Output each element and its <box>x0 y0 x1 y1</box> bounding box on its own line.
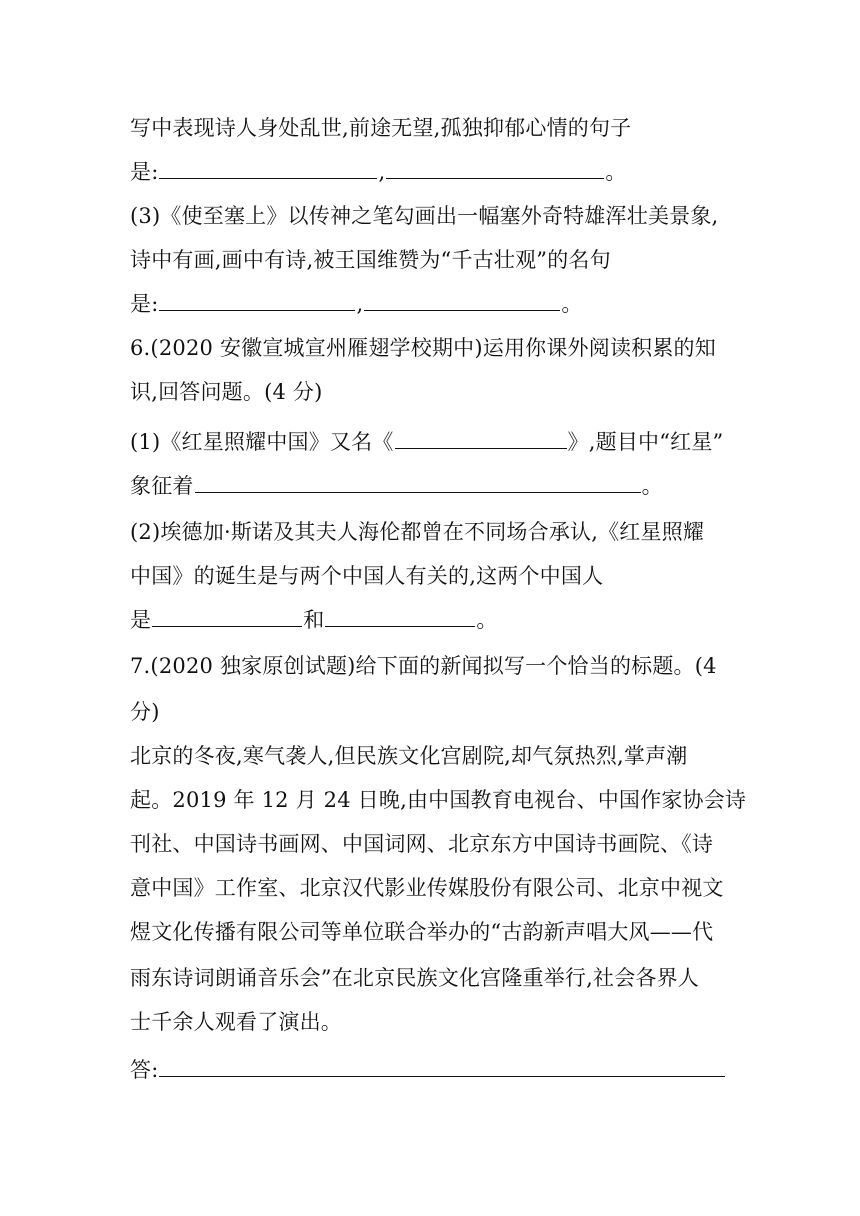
answer-blank[interactable] <box>159 1052 725 1077</box>
q7-passage-line: 煜文化传播有限公司等单位联合举办的“古韵新声唱大风——代 <box>130 920 714 944</box>
answer-blank[interactable] <box>159 286 355 311</box>
q7-passage-line: 意中国》工作室、北京汉代影业传媒股份有限公司、北京中视文 <box>130 876 724 900</box>
q7-stem-line-1: 7.(2020 独家原创试题)给下面的新闻拟写一个恰当的标题。(4 <box>130 654 717 678</box>
period: 。 <box>605 160 627 184</box>
q5-part3-prefix: 是: <box>130 292 159 316</box>
q6-stem-line-1: 6.(2020 安徽宣城宣州雁翅学校期中)运用你课外阅读积累的知 <box>130 336 716 360</box>
period: 。 <box>641 474 663 498</box>
answer-blank[interactable] <box>395 424 567 449</box>
answer-blank[interactable] <box>364 286 560 311</box>
q5-line-1: 写中表现诗人身处乱世,前途无望,孤独抑郁心情的句子 <box>130 116 632 140</box>
q6-part1-prefix: (1)《红星照耀中国》又名《 <box>130 430 394 454</box>
q5-answer-line-2 <box>130 152 740 192</box>
q6-part2-answer-line <box>130 600 740 640</box>
q6-part2-line-2: 中国》的诞生是与两个中国人有关的,这两个中国人 <box>130 564 604 588</box>
q7-answer-line <box>130 1050 740 1090</box>
q6-part2-line-1: (2)埃德加·斯诺及其夫人海伦都曾在不同场合承认,《红星照耀 <box>130 520 705 544</box>
q6-part1-line2-prefix: 象征着 <box>130 474 194 498</box>
q7-answer-prefix: 答: <box>130 1058 159 1082</box>
answer-blank[interactable] <box>325 602 475 627</box>
q7-passage-line: 士千余人观看了演出。 <box>130 1010 342 1034</box>
period: 。 <box>561 292 583 316</box>
q6-and: 和 <box>303 608 325 632</box>
q7-passage-line: 起。2019 年 12 月 24 日晚,由中国教育电视台、中国作家协会诗 <box>130 788 747 812</box>
comma: , <box>378 160 386 184</box>
q6-part1-line-1 <box>130 422 740 462</box>
q6-stem-line-2: 识,回答问题。(4 分) <box>130 380 323 404</box>
q7-passage-line: 雨东诗词朗诵音乐会”在北京民族文化宫隆重举行,社会各界人 <box>130 966 700 990</box>
q6-part1-line-2 <box>130 466 740 506</box>
q6-part2-prefix: 是 <box>130 608 152 632</box>
answer-blank[interactable] <box>152 602 302 627</box>
answer-blank[interactable] <box>159 154 377 179</box>
q5-part3-answer-line <box>130 284 740 324</box>
q6-part1-mid: 》,题目中“红星” <box>567 430 724 454</box>
q7-passage-line: 北京的冬夜,寒气袭人,但民族文化宫剧院,却气氛热烈,掌声潮 <box>130 744 688 768</box>
answer-blank[interactable] <box>386 154 604 179</box>
q7-stem-line-2: 分) <box>130 700 160 724</box>
period: 。 <box>476 608 498 632</box>
q5-part3-line-2: 诗中有画,画中有诗,被王国维赞为“千古壮观”的名句 <box>130 248 611 272</box>
answer-blank[interactable] <box>195 468 641 493</box>
q5-part3-line-1: (3)《使至塞上》以传神之笔勾画出一幅塞外奇特雄浑壮美景象, <box>130 204 719 228</box>
q5-line2-prefix: 是: <box>130 160 159 184</box>
q7-passage-line: 刊社、中国诗书画网、中国词网、北京东方中国诗书画院、《诗 <box>130 832 714 856</box>
comma: , <box>356 292 364 316</box>
